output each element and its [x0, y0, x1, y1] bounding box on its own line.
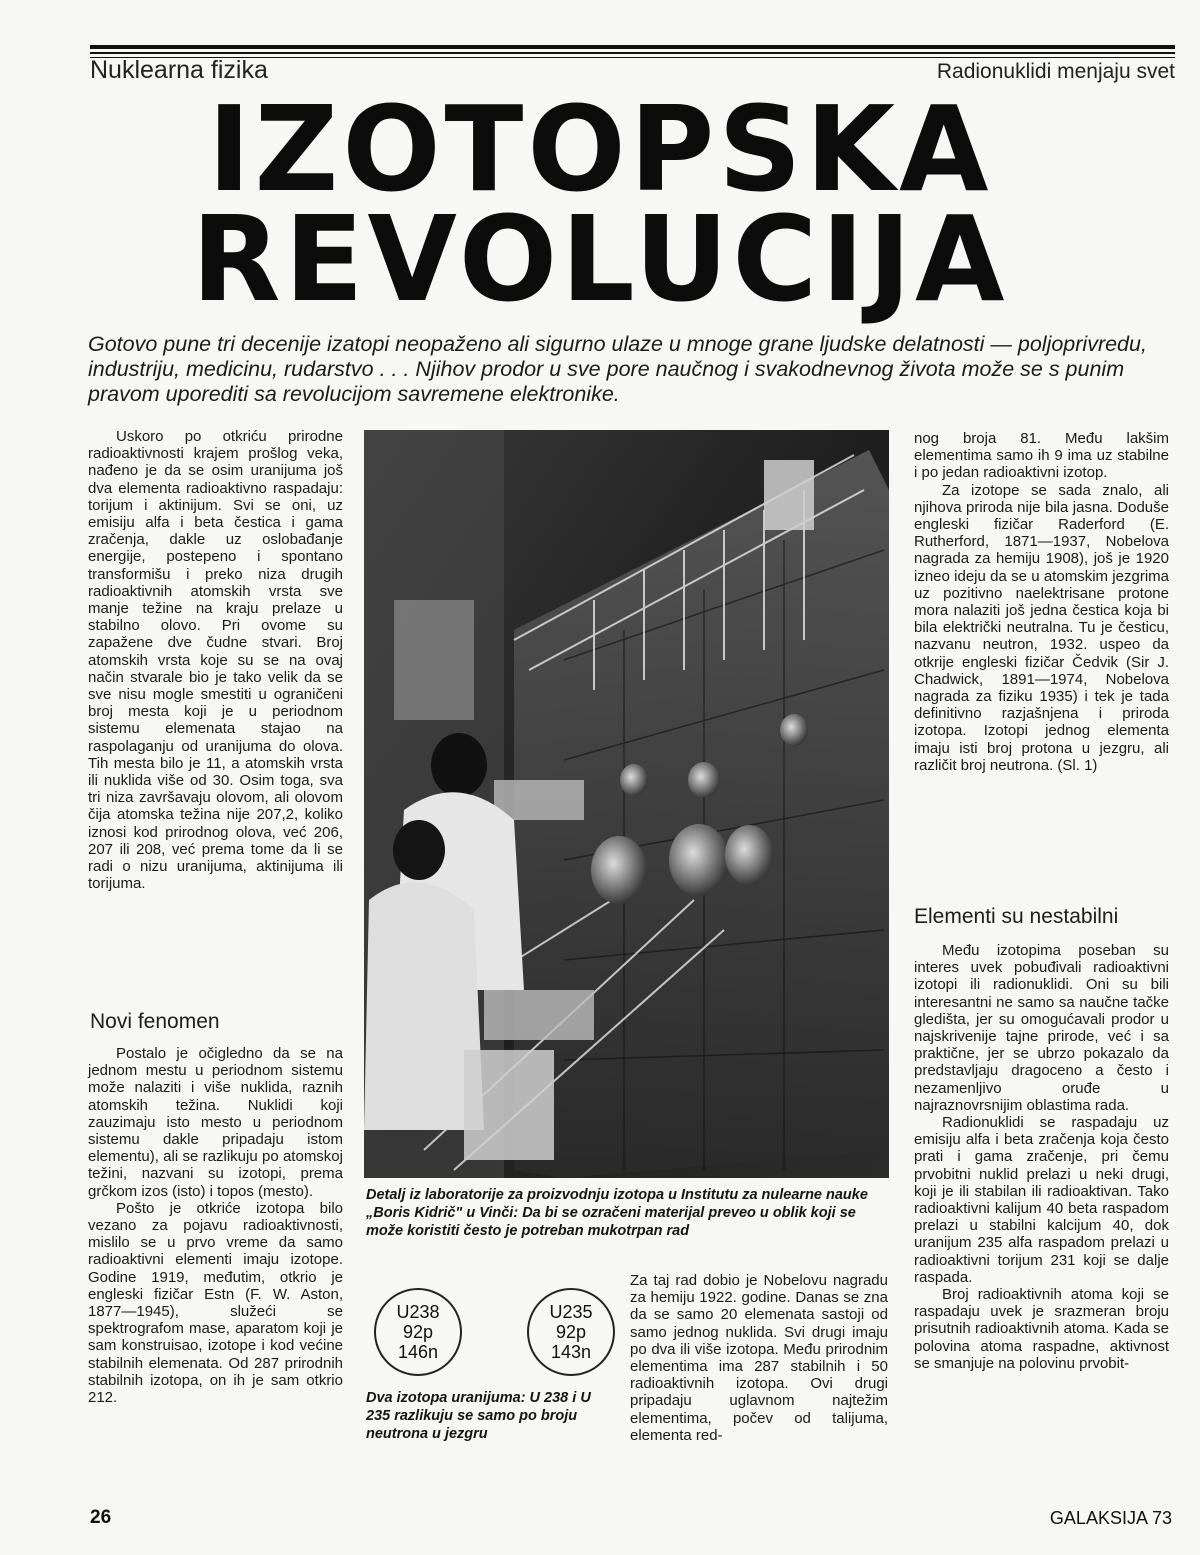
- column-2-bottom: [630, 1272, 888, 1444]
- kicker-label: Radionuklidi menjaju svet: [936, 60, 1175, 83]
- subhead-novi-fenomen: Novi fenomen: [90, 1010, 220, 1033]
- col1-paragraph-1: Uskoro po otkriću prirodne radioaktivnosti krajem prošlog veka, nađeno je da se osim uranijuma još dva elementa radioaktivno raspadaju: torijum i aktinijum. Svi se oni, uz emisiju alfa i beta čestica i gama zračenja, dakle uz oslobađanje energije, postepeno i spontano transformišu i preko niza drugih radioaktivnih atomskih vrsta sve manje težine na kraju prelaze u stabilno olovo. Pri ovome su zapažene dve čudne stvari. Broj atomskih vrsta koje su se na ovaj način stvarale bio je tako velik da se sve nisu mogle smestiti u ograničeni broj mesta koji je u periodnom sistemu elemenata stajao na raspolaganju od uranijuma do olova. Tih mesta bilo je 11, a atomskih vrsta ili nuklida više od 30. Osim toga, sva tri niza završavaju olovom, ali olovom čija atomska težina nije 207,2, koliko iznosi kod prirodnog olova, već 206, 207 ili 208, već prema tome da li se radi o nizu uranijuma, aktinijuma ili torijuma.: [88, 428, 343, 893]
- column-1-top: [88, 428, 343, 892]
- isotope-u238-neutrons: 146n: [397, 1342, 439, 1362]
- lead-paragraph: Gotovo pune tri decenije izatopi neopaženo ali sigurno ulaze u mnoge grane ljudske delatnosti — poljoprivredu, industriju, medicinu, rudarstvo . . . Njihov prodor u sve pore naučnog i svakodnevnog života može se s punim pravom uporediti sa revolucijom savremene elektronike.: [88, 332, 1147, 406]
- isotope-caption: Dva izotopa uranijuma: U 238 i U 235 razlikuju se samo po broju neutrona u jezgru: [366, 1390, 591, 1442]
- headline-line-1: IZOTOPSKA: [207, 80, 993, 218]
- section-label: Nuklearna fizika: [90, 56, 268, 84]
- col1-paragraph-3: Pošto je otkriće izotopa bilo vezano za pojavu radioaktivnosti, mislilo se u prvo vreme da samo radioaktivni elementi imaju izotope. Godine 1919, međutim, otkrio je engleski fizičar Estn (F. W. Aston, 1877—1945), služeći se spektrografom mase, aparatom koji je sam konstruisao, izotope i kod većine stabilnih elemenata. Od 287 prirodnih stabilnih izotopa, on ih je sam otkrio 212.: [88, 1199, 343, 1407]
- laboratory-photo-image: [364, 430, 889, 1178]
- isotope-u235-neutrons: 143n: [550, 1342, 592, 1362]
- laboratory-photo: [364, 430, 889, 1178]
- isotope-u238-circle: [374, 1288, 462, 1376]
- column-3-top: [914, 430, 1169, 774]
- col3-paragraph-3: Među izotopima poseban su interes uvek pobuđivali radioaktivni izotopi ili radionuklidi. Oni su bili interesantni ne samo sa naučne tačke gledišta, jer su omogućavali prodor u najskrivenije tajne prirode, već i sa praktične, jer se ubrzo pokazalo da predstavljaju dragoceno a često i nezamenljivo oruđe u najraznovrsnijim oblastima rada.: [914, 942, 1169, 1114]
- isotope-u235-protons: 92p: [555, 1322, 587, 1342]
- magazine-footer: GALAKSIJA 73: [1049, 1508, 1172, 1528]
- photo-caption: Detalj iz laboratorije za proizvodnju izotopa u Institutu za nulearne nauke „Boris Kidrič" u Vinči: Da bi se ozračeni materijal preveo u oblik koji se može koristiti često je potreban mukotrpan rad: [366, 1187, 868, 1239]
- col1-paragraph-2: Postalo je očigledno da se na jednom mestu u periodnom sistemu može nalaziti i više nuklida, raznih atomskih težina. Nuklidi koji zauzimaju isto mesto u periodnom sistemu dakle pripadaju istom elementu), ali se razlikuju po atomskoj težini, nazvani su izotopi, prema grčkom izos (isto) i topos (mesto).: [88, 1045, 343, 1200]
- col3-paragraph-4: Radionuklidi se raspadaju uz emisiju alfa i beta zračenja koja često prati i gama zračenje, pri čemu prvobitni nuklid prelazi u neki drugi, koji je ili stabilan ili radioaktivan. Tako radioaktivni kalijum 40 beta raspadom prelazi u stabilni kalcijum 40, dok uranijum 235 alfa raspadom prelazi u radioaktivni torijum 231 koji se dalje raspada.: [914, 1114, 1169, 1286]
- top-rule-thin: [90, 52, 1175, 54]
- column-1-bottom: [88, 1045, 343, 1406]
- column-3-bottom: [914, 942, 1169, 1372]
- col3-paragraph-2: Za izotope se sada znalo, ali njihova priroda nije bila jasna. Doduše engleski fizičar Raderford (E. Rutherford, 1871—1937, Nobelova nagrada za hemiju 1908), još je 1920 izneo ideju da se u atomskim jezgrima uz pozitivno naelektrisane protone mora nalaziti još jedna čestica koja bi bila električki neutralna. Tu je česticu, nazvanu neutron, 1932. uspeo da otkrije engleski fizičar Čedvik (Sir J. Chadwick, 1891—1974, Nobelova nagrada za fiziku 1935) i tek je tada definitivno razjašnjena i priroda izotopa. Izotopi jednog elementa imaju isti broj protona u jezgru, ali različit broj neutrona. (Sl. 1): [914, 481, 1169, 774]
- subhead-elementi: Elementi su nestabilni: [914, 905, 1119, 928]
- col3-paragraph-1: nog broja 81. Među lakšim elementima samo ih 9 ima uz stabilne i po jedan radioaktivni izotop.: [914, 430, 1169, 482]
- isotope-u238-protons: 92p: [402, 1322, 434, 1342]
- isotope-u238-mass: U238: [396, 1302, 440, 1322]
- headline-line-2: REVOLUCIJA: [191, 190, 1009, 328]
- col2-paragraph: Za taj rad dobio je Nobelovu nagradu za hemiju 1922. godine. Danas se zna da se samo 20 elemenata sastoji od samo jednog nuklida. Svi drugi imaju po dva ili više izotopa. Među prirodnim elementima ima 287 stabilnih i 50 radioaktivnih izotopa. Ovi drugi pripadaju uglavnom najtežim elementima, počev od talijuma, elementa red-: [630, 1272, 888, 1444]
- isotope-u235-circle: [527, 1288, 615, 1376]
- top-rule-thick: [90, 45, 1175, 49]
- isotope-u235-mass: U235: [549, 1302, 593, 1322]
- col3-paragraph-5: Broj radioaktivnih atoma koji se raspadaju uvek je srazmeran broju prisutnih radioaktivnih atoma. Kada se polovina atoma raspadne, aktivnost se smanjuje na polovinu prvobit-: [914, 1286, 1169, 1372]
- page-number: 26: [90, 1507, 112, 1528]
